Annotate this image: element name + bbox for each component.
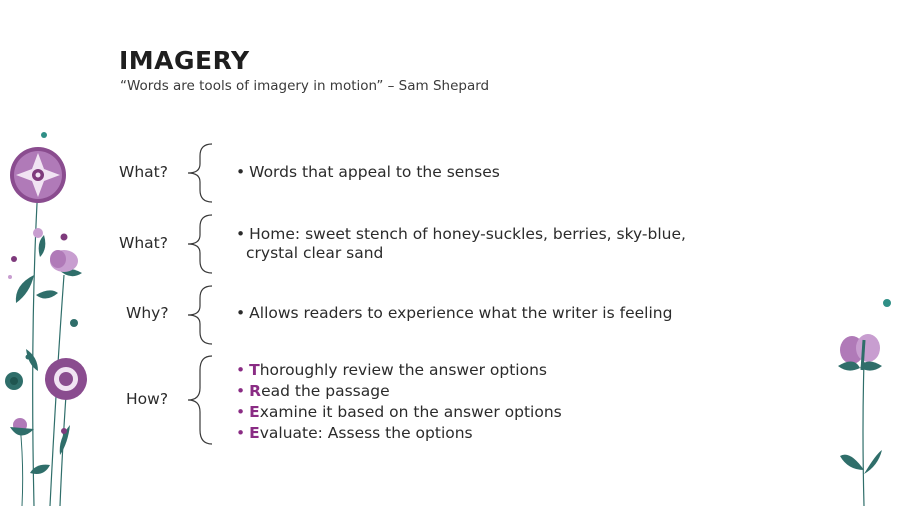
brace-icon xyxy=(176,354,216,446)
section-item: • Home: sweet stench of honey-suckles, berries, sky-blue, crystal clear sand xyxy=(236,225,686,262)
list-item: • Examine it based on the answer options xyxy=(236,403,562,421)
treat-list xyxy=(236,360,562,444)
list-item: • Read the passage xyxy=(236,382,390,400)
bullet-icon: • xyxy=(236,424,246,442)
list-item: • Thoroughly review the answer options xyxy=(236,361,547,379)
bullet-icon: • xyxy=(236,304,246,322)
slide-subtitle: “Words are tools of imagery in motion” – Sam Shepard xyxy=(120,78,490,94)
bullet-icon: • xyxy=(236,382,246,400)
list-item: • Evaluate: Assess the options xyxy=(236,424,473,442)
bullet-icon: • xyxy=(236,403,246,421)
section-label-what-1: What? xyxy=(119,163,168,181)
brace-icon xyxy=(176,284,216,346)
section-label-how: How? xyxy=(126,390,169,408)
section-label-what-2: What? xyxy=(119,234,168,252)
brace-icon xyxy=(176,213,216,275)
right-floral-decoration-icon xyxy=(820,290,900,506)
section-item: • Words that appeal to the senses xyxy=(236,163,500,181)
brace-icon xyxy=(176,142,216,204)
slide-title: IMAGERY xyxy=(119,46,250,75)
section-item: • Allows readers to experience what the writer is feeling xyxy=(236,304,673,322)
section-label-why: Why? xyxy=(126,304,169,322)
bullet-icon: • xyxy=(236,163,246,181)
bullet-icon: • xyxy=(236,361,246,379)
bullet-icon: • xyxy=(236,225,246,243)
left-floral-decoration-icon xyxy=(0,125,100,506)
